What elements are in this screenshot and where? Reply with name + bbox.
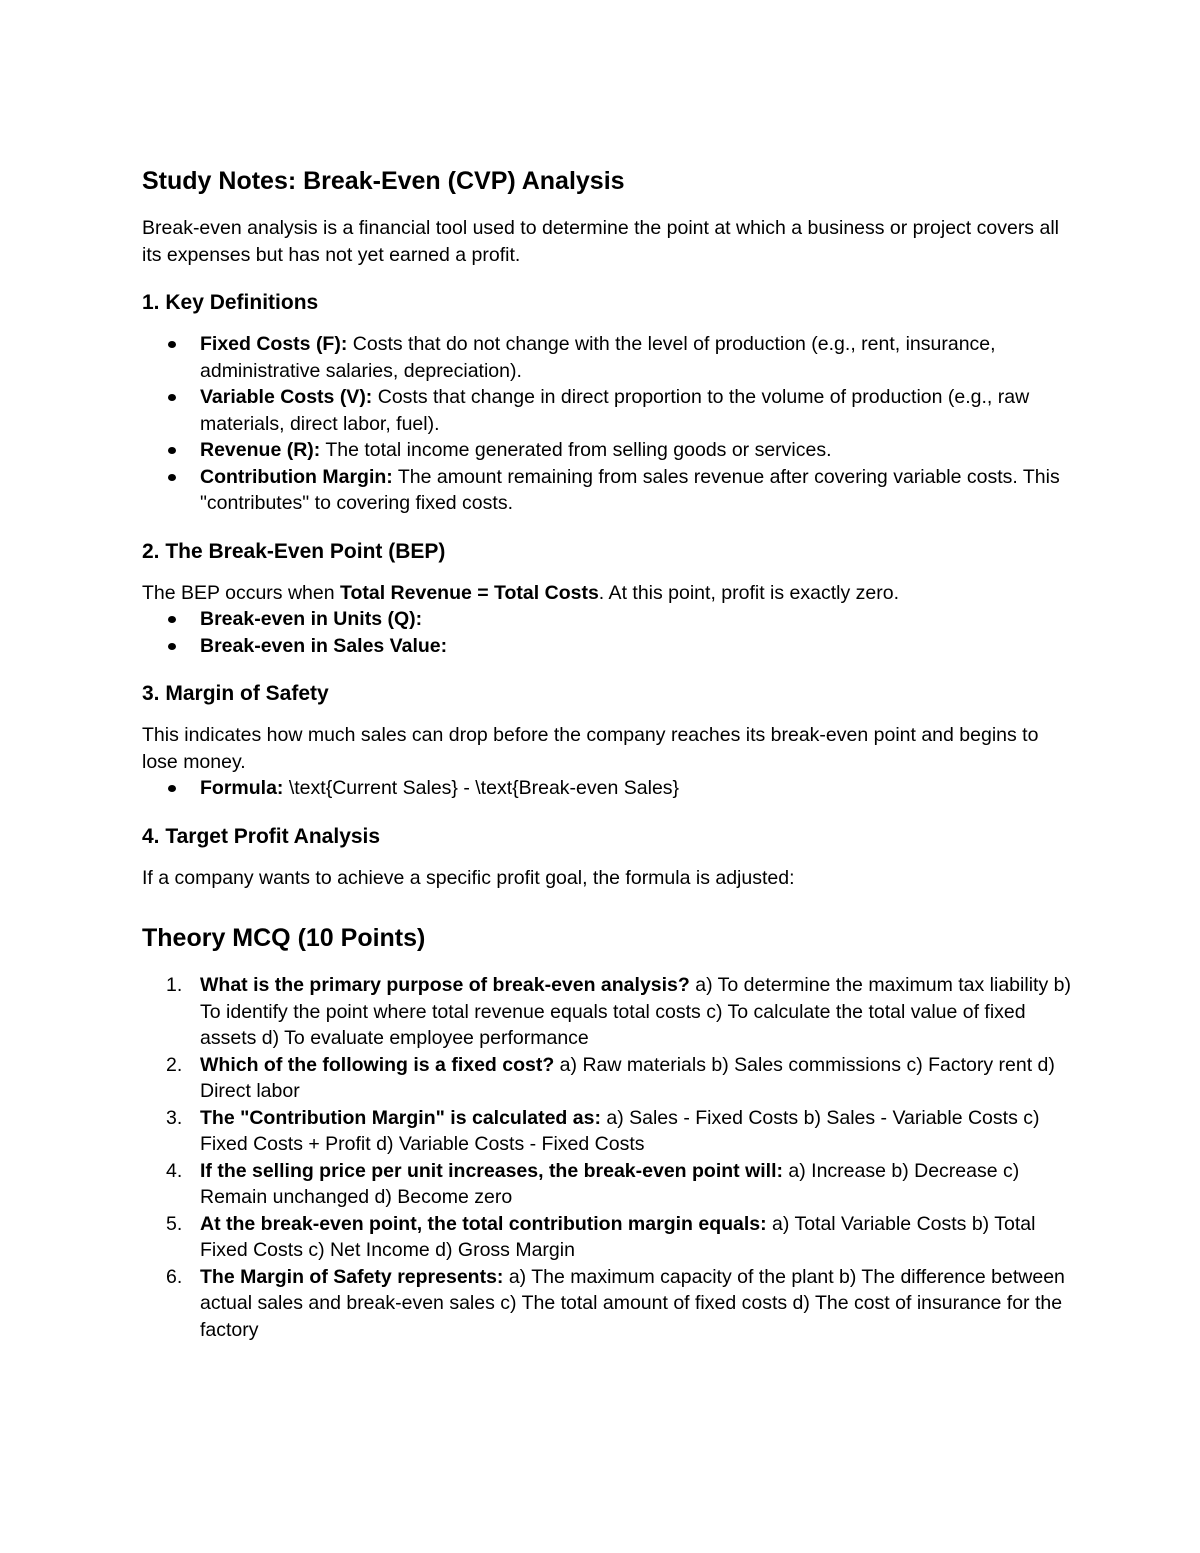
bep-text-after: . At this point, profit is exactly zero. [598,581,900,604]
intro-paragraph: Break-even analysis is a financial tool used to determine the point at which a business or project covers all its expenses but has not yet earned a profit. [142,217,1059,266]
definition-term: Fixed Costs (F): [200,333,348,355]
bullet-icon [168,394,176,401]
section-heading-target: 4. Target Profit Analysis [142,824,381,848]
bullet-icon [168,447,176,454]
mcq-question [142,972,1072,1052]
bullet-icon [168,643,176,650]
mcq-question [142,1158,1072,1211]
bullet-icon [168,341,176,348]
question-options: a) Sales - Fixed Costs b) Sales - Variable Costs c) Fixed Costs + Profit d) Variable Costs - Fixed Costs [200,1106,1040,1155]
question-options: a) Total Variable Costs b) Total Fixed Costs c) Net Income d) Gross Margin [200,1212,1036,1261]
page-title: Study Notes: Break-Even (CVP) Analysis [142,167,625,195]
mcq-title: Theory MCQ (10 Points) [142,924,426,952]
question-text: The "Contribution Margin" is calculated as: [200,1106,601,1129]
margin-list [142,775,1072,802]
definition-term: Contribution Margin: [200,465,393,488]
question-text: At the break-even point, the total contribution margin equals: [200,1212,767,1235]
question-text: Which of the following is a fixed cost? [200,1053,555,1076]
section-heading-margin: 3. Margin of Safety [142,682,329,705]
bep-item-term: Break-even in Sales Value: [200,634,448,657]
mcq-question [142,1052,1072,1105]
definition-text: The total income generated from selling goods or services. [320,439,832,461]
definitions-list [142,331,1072,517]
question-number: 3. [166,1106,183,1129]
definition-text: Costs that change in direct proportion to the volume of production (e.g., raw materials, direct labor, fuel). [200,386,1030,435]
question-options: a) To determine the maximum tax liability b) To identify the point where total revenue equals total costs c) To calculate the total value of fixed assets d) To evaluate employee performance [200,974,1071,1049]
mcq-question [142,1264,1072,1344]
section-heading-definitions: 1. Key Definitions [142,291,319,314]
bullet-icon [168,616,176,623]
question-text: What is the primary purpose of break-even analysis? [200,974,690,996]
target-paragraph: If a company wants to achieve a specific profit goal, the formula is adjusted: [142,866,795,889]
section-heading-bep: 2. The Break-Even Point (BEP) [142,539,446,563]
question-text: The Margin of Safety represents: [200,1265,504,1288]
question-text: If the selling price per unit increases, the break-even point will: [200,1159,783,1182]
question-number: 5. [166,1212,183,1235]
bep-text-bold: Total Revenue = Total Costs [340,581,599,604]
bep-list [142,606,1072,659]
list-item [142,464,1072,517]
list-item [142,384,1072,437]
bullet-icon [168,474,176,481]
formula-text: \text{Current Sales} - \text{Break-even Sales} [283,777,680,799]
mcq-question [142,1105,1072,1158]
question-number: 1. [166,974,183,996]
margin-paragraph: This indicates how much sales can drop before the company reaches its break-even point and begins to lose money. [142,724,1039,773]
question-number: 2. [166,1053,183,1076]
list-item [142,331,1072,384]
bep-paragraph [142,580,1072,607]
list-item [142,775,1072,802]
mcq-question [142,1211,1072,1264]
bep-text-before: The BEP occurs when [142,581,340,604]
list-item [142,437,1072,464]
question-number: 4. [166,1159,183,1182]
definition-term: Revenue (R): [200,439,321,461]
definition-text: Costs that do not change with the level of production (e.g., rent, insurance, administrative salaries, depreciation). [200,333,996,382]
definition-text: The amount remaining from sales revenue after covering variable costs. This "contributes" to covering fixed costs. [200,465,1060,514]
document-page [142,160,1072,1343]
question-options: a) Increase b) Decrease c) Remain unchanged d) Become zero [200,1159,1020,1208]
list-item [142,606,1072,633]
bep-item-term: Break-even in Units (Q): [200,608,423,630]
formula-term: Formula: [200,777,284,799]
bullet-icon [168,785,176,792]
question-options: a) Raw materials b) Sales commissions c) Factory rent d) Direct labor [200,1053,1055,1102]
question-number: 6. [166,1265,183,1288]
mcq-list [142,972,1072,1343]
list-item [142,633,1072,660]
question-options: a) The maximum capacity of the plant b) The difference between actual sales and break-even sales c) The total amount of fixed costs d) The cost of insurance for the factory [200,1265,1065,1341]
definition-term: Variable Costs (V): [200,386,373,408]
